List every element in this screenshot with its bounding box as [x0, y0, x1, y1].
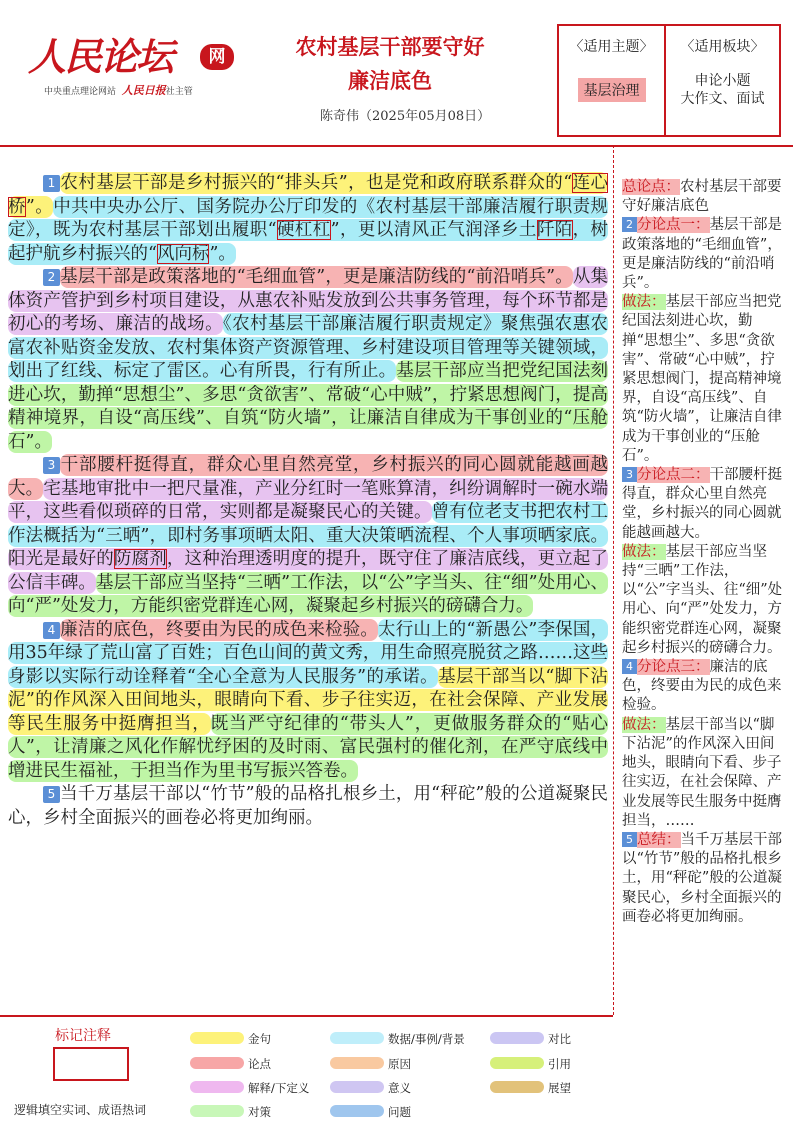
theme-heading: 〈适用主题〉 — [569, 39, 654, 55]
paragraph-number: 4 — [43, 622, 60, 639]
logo-subtitle — [44, 82, 193, 98]
paragraph-5 — [8, 783, 608, 830]
countermeasure-sentence: 既当严守纪律的“带头人”，更做服务群众的“贴心人”，让清廉之风化作解忧纾困的及时雨、富民强村的催化剂，在严守底线中增进民生福祉，于担当作为里书写振兴答卷。 — [8, 713, 608, 781]
board-line-2: 大作文、面试 — [680, 91, 765, 107]
legend-box-sample — [53, 1047, 129, 1081]
note-number: 5 — [622, 832, 637, 847]
note-label: 分论点二： — [637, 467, 710, 484]
note-label: 分论点一： — [637, 217, 710, 234]
keyword-box: 阡陌 — [536, 220, 573, 240]
legend-item — [330, 1056, 411, 1072]
board-column — [666, 26, 779, 135]
paragraph-4 — [8, 619, 608, 784]
legend-label: 原因 — [388, 1057, 411, 1071]
legend-item — [190, 1056, 271, 1072]
header-divider — [0, 145, 793, 147]
legend-swatch — [330, 1057, 384, 1069]
countermeasure-sentence: 基层干部应当坚持“三晒”工作法，以“公”字当头、往“细”处用心、向“严”处发力，方能织密党群连心网，凝聚起乡村振兴的磅礴合力。 — [8, 572, 608, 616]
logo — [28, 26, 238, 96]
note-text: 基层干部应当把党纪国法刻进心坎，勤掸“思想尘”、多思“贪欲害”、常破“心中贼”，拧紧思想阀门，提高精神境界，自设“高压线”、自筑“防火墙”，让廉洁自律成为干事创业的“压舱石”。 — [622, 294, 782, 464]
explanation-sentence: 从集体资产管护到乡村项目建设，从惠农补贴发放到公共事务管理，每个环节都是初心的考场、廉洁的战场。 — [8, 267, 609, 334]
board-values — [666, 72, 779, 108]
logo-sub-text: 中央重点理论网站 — [44, 87, 117, 97]
legend-label: 解释/下定义 — [248, 1081, 310, 1095]
note-point-3 — [622, 658, 786, 716]
example-sentence: 曾有位老支书把农村工作法概括为“三晒”，即村务事项晒太阳、重大决策晒流程、个人事项晒家底。 — [8, 502, 609, 546]
legend-box-note: 逻辑填空实词、成语热词 — [14, 1103, 147, 1117]
legend-label: 论点 — [248, 1057, 271, 1071]
argument-sentence: 基层干部是政策落地的“毛细血管”，更是廉洁防线的“前沿哨兵”。 — [60, 267, 573, 287]
note-text: 农村基层干部要守好廉洁底色 — [622, 179, 782, 215]
legend-swatch — [490, 1081, 544, 1093]
paragraph-3 — [8, 454, 608, 619]
conclusion-sentence: 当千万基层干部以“竹节”般的品格扎根乡土，用“秤砣”般的公道凝聚民心，乡村全面振兴的画卷必将更加绚丽。 — [8, 784, 608, 828]
paragraph-number: 2 — [43, 269, 60, 286]
note-text: 基层干部当以“脚下沾泥”的作风深入田间地头，眼睛向下看、步子往实迈，在社会保障、产业发展等民生服务中挺膺担当，…… — [622, 716, 782, 829]
countermeasure-sentence: 基层干部应当把党纪国法刻进心坎，勤掸“思想尘”、多思“贪欲害”、常破“心中贼”，拧紧思想阀门，提高精神境界，自设“高压线”、自筑“防火墙”，让廉洁自律成为干事创业的“压舱石”。 — [8, 361, 609, 452]
note-text: 干部腰杆挺得直，群众心里自然亮堂，乡村振兴的同心圆就能越画越大。 — [622, 467, 782, 541]
legend-label: 问题 — [388, 1105, 411, 1119]
note-point-1 — [622, 216, 786, 293]
theme-tag: 基层治理 — [578, 78, 646, 102]
paragraph-number: 3 — [43, 457, 60, 474]
legend-label: 对比 — [548, 1032, 571, 1046]
legend-item — [330, 1080, 411, 1096]
golden-sentence: 基层干部当以“脚下沾泥”的作风深入田间地头，眼睛向下看、步子往实迈，在社会保障、产业发展等民生服务中挺膺担当， — [8, 666, 608, 734]
note-label: 总论点： — [622, 179, 680, 195]
legend-item — [330, 1031, 465, 1047]
text: ”，更以清风正气润泽乡土 — [330, 220, 537, 240]
note-point-2 — [622, 466, 786, 543]
note-text: 基层干部应当坚持“三晒”工作法，以“公”字当头、往“细”处用心、向“严”处发力，方能织密党群连心网，凝聚起乡村振兴的磅礴合力。 — [622, 543, 783, 656]
note-summary — [622, 831, 786, 927]
page-title — [240, 30, 540, 98]
legend-label: 展望 — [548, 1081, 571, 1095]
author-date: 陈奇伟（2025年05月08日） — [320, 109, 491, 124]
side-notes — [622, 178, 786, 927]
note-label: 总结： — [637, 831, 681, 848]
background-sentence: 《农村基层干部廉洁履行职责规定》聚焦强农惠农富农补贴资金发放、农村集体资产资源管理、乡村建设项目管理等关键领域，划出了红线、标定了雷区。心有所畏，行有所止。 — [8, 314, 608, 381]
theme-column — [559, 26, 666, 135]
legend-swatch — [490, 1057, 544, 1069]
board-line-1: 申论小题 — [694, 73, 751, 89]
legend-item — [330, 1104, 411, 1120]
note-text: 基层干部是政策落地的“毛细血管”，更是廉洁防线的“前沿哨兵”。 — [622, 217, 782, 292]
text: ，树起护航乡村振兴的“ — [8, 220, 609, 264]
note-label: 做法： — [622, 716, 666, 733]
text: 阳光是最好的 — [8, 549, 114, 569]
background-sentence — [8, 196, 608, 265]
keyword-box: 防腐剂 — [113, 549, 167, 569]
keyword-box: 连心桥 — [8, 173, 608, 217]
legend-swatch — [330, 1032, 384, 1044]
legend-label: 金句 — [248, 1032, 271, 1046]
legend-item — [190, 1080, 309, 1096]
column-divider — [613, 145, 614, 1015]
logo-text: 人民论坛 — [28, 34, 173, 79]
paragraph-number: 5 — [43, 786, 60, 803]
legend-swatch — [490, 1032, 544, 1044]
legend-item — [490, 1080, 571, 1096]
legend-item — [190, 1031, 271, 1047]
note-number: 3 — [622, 467, 637, 482]
text: 农村基层干部是乡村振兴的“排头兵”，也是党和政府联系群众的“ — [60, 173, 573, 193]
text: ”。 — [209, 243, 236, 264]
note-total — [622, 178, 786, 216]
paragraph-2 — [8, 266, 608, 454]
keyword-box: 风向标 — [156, 243, 210, 264]
legend-item — [190, 1104, 271, 1120]
legend-item — [490, 1031, 571, 1047]
legend-swatch — [190, 1105, 244, 1117]
legend-swatch — [190, 1032, 244, 1044]
note-method-1 — [622, 293, 786, 466]
theme-box — [557, 24, 781, 137]
legend-label: 数据/事例/背景 — [388, 1032, 465, 1046]
paragraph-1 — [8, 172, 608, 266]
example-sentence: 太行山上的“新愚公”李保国，用35年绿了荒山富了百姓；百色山间的黄文秀，用生命照亮脱贫之路……这些身影以实际行动诠释着“全心全意为人民服务”的承诺。 — [8, 619, 608, 687]
title-line-2: 廉洁底色 — [348, 68, 432, 93]
legend-label: 意义 — [388, 1081, 411, 1095]
text: 中共中央办公厅、国务院办公厅印发的《农村基层干部廉洁履行职责规定》，既为农村基层干部划出履职“ — [8, 196, 609, 240]
title-line-1: 农村基层干部要守好 — [295, 34, 485, 59]
legend-swatch — [330, 1081, 384, 1093]
note-number: 2 — [622, 217, 637, 232]
logo-sub-brand: 人民日报 — [121, 84, 166, 97]
note-text: 廉洁的底色，终要由为民的成色来检验。 — [622, 659, 782, 714]
note-number: 4 — [622, 659, 637, 674]
note-label: 分论点三： — [637, 659, 710, 676]
keyword-box: 硬杠杠 — [276, 220, 331, 240]
legend-swatch — [190, 1081, 244, 1093]
argument-sentence: 廉洁的底色，终要由为民的成色来检验。 — [60, 619, 379, 640]
legend-item — [490, 1056, 571, 1072]
text: ”。 — [25, 196, 54, 217]
paragraph-number: 1 — [43, 175, 60, 192]
legend-label: 对策 — [248, 1105, 271, 1119]
logo-badge: 网 — [200, 44, 234, 70]
logo-sub-tail: 社主管 — [165, 87, 193, 97]
note-label: 做法： — [622, 294, 666, 311]
explanation-sentence: 宅基地审批中一把尺量准，产业分红时一笔账算清，纠纷调解时一碗水端平，这些看似琐碎的日常，实则都是凝聚民心的关键。 — [8, 478, 609, 522]
note-text: 当千万基层干部以“竹节”般的品格扎根乡土，用“秤砣”般的公道凝聚民心，乡村全面振兴的画卷必将更加绚丽。 — [622, 831, 782, 925]
legend — [0, 1015, 613, 1122]
legend-title: 标记注释 — [55, 1028, 111, 1044]
note-method-2 — [622, 543, 786, 658]
legend-swatch — [330, 1105, 384, 1117]
article-body — [8, 172, 608, 830]
argument-sentence: 干部腰杆挺得直，群众心里自然亮堂，乡村振兴的同心圆就能越画越大。 — [8, 455, 608, 499]
note-label: 做法： — [622, 543, 666, 560]
board-heading: 〈适用板块〉 — [680, 39, 765, 55]
text: ，这种治理透明度的提升，既守住了廉洁底线，更立起了公信丰碑。 — [8, 549, 609, 593]
note-method-3 — [622, 716, 786, 831]
legend-label: 引用 — [548, 1057, 571, 1071]
legend-swatch — [190, 1057, 244, 1069]
